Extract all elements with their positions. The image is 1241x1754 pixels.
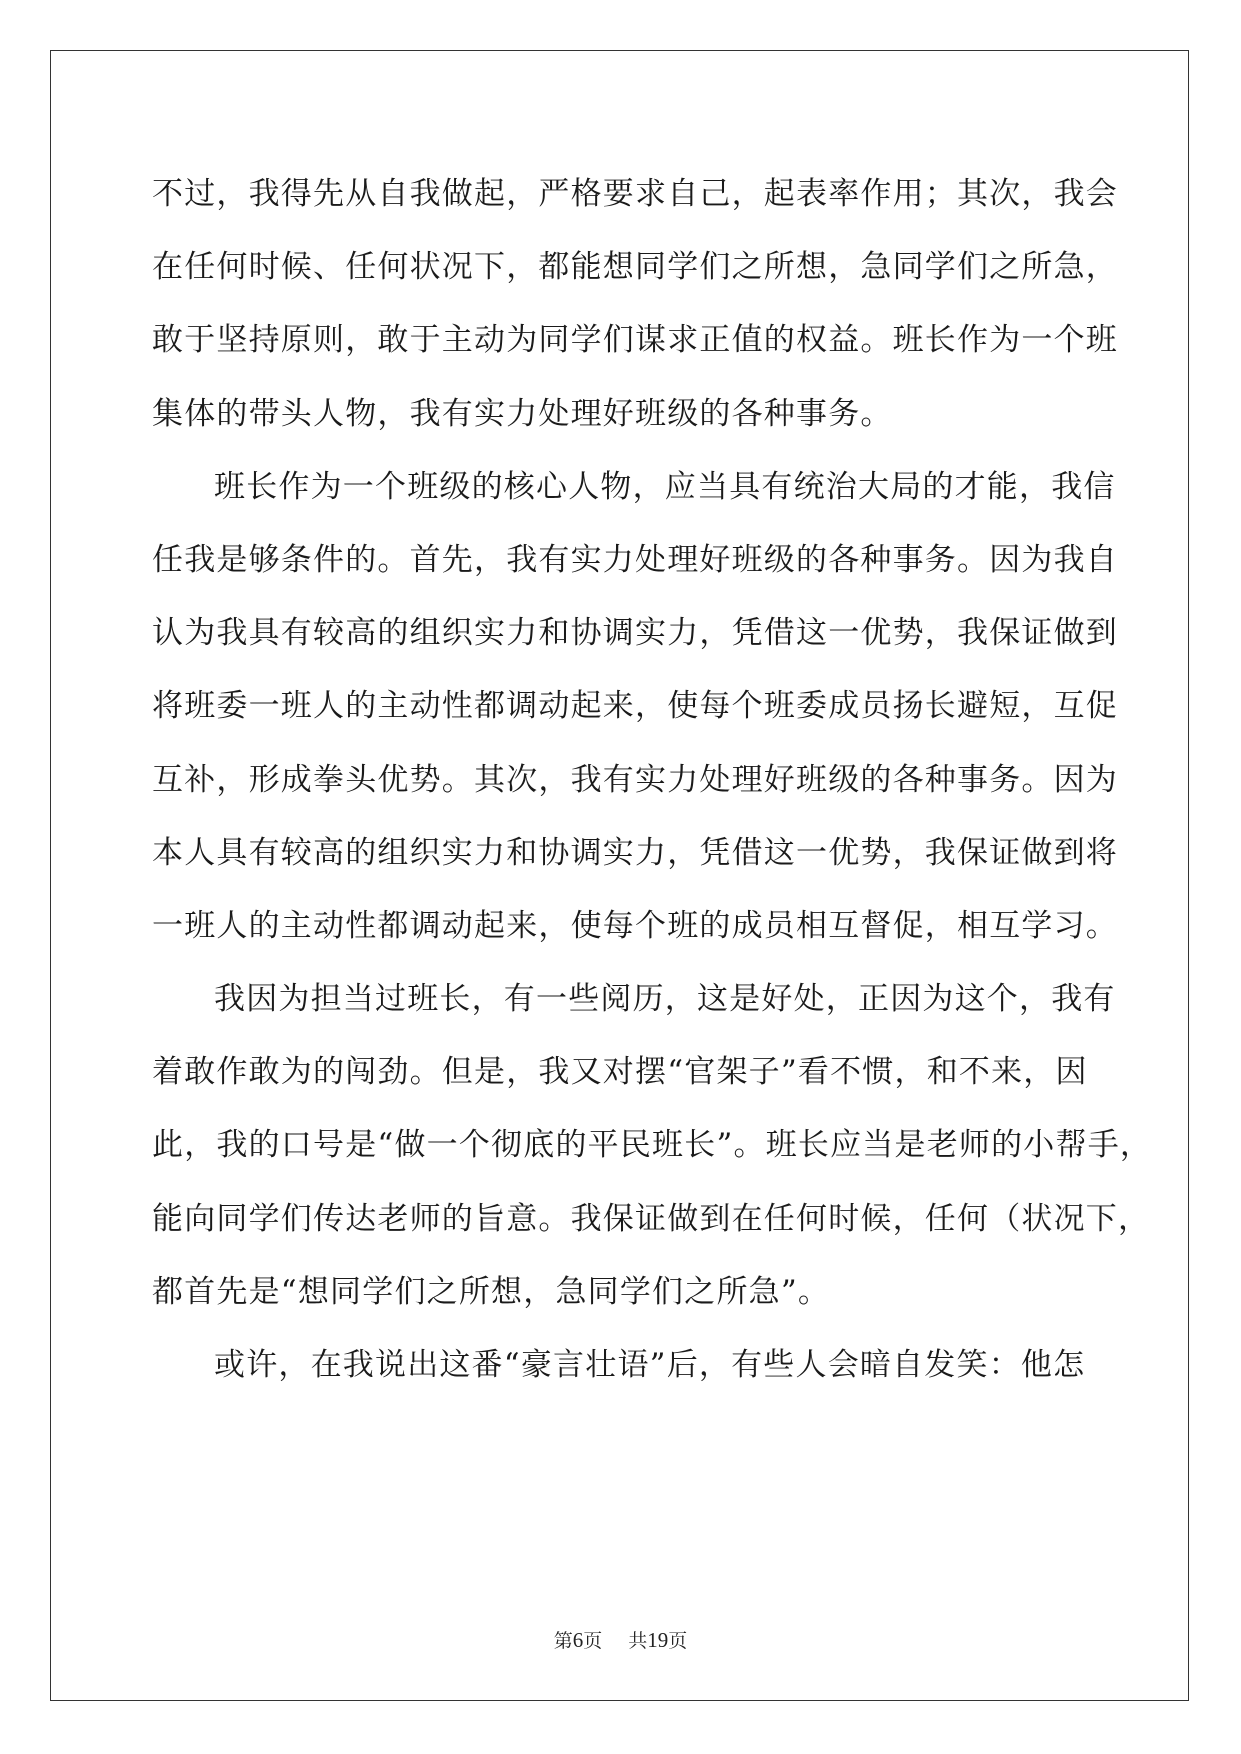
text-line: 一班人的主动性都调动起来，使每个班的成员相互督促，相互学习。 (152, 907, 1118, 944)
text-line: 将班委一班人的主动性都调动起来，使每个班委成员扬长避短，互促 (152, 688, 1118, 725)
text-line: 集体的带头人物，我有实力处理好班级的各种事务。 (152, 395, 893, 432)
text-line: 能向同学们传达老师的旨意。我保证做到在任何时候，任何（状况下， (152, 1200, 1151, 1237)
text-line: 敢于坚持原则，敢于主动为同学们谋求正值的权益。班长作为一个班 (152, 322, 1118, 359)
total-prefix: 共 (628, 1630, 648, 1652)
text-line: 不过，我得先从自我做起，严格要求自己，起表率作用；其次，我会 (152, 176, 1118, 212)
paragraph-first-line: 班长作为一个班级的核心人物，应当具有统治大局的才能，我信 (214, 468, 1116, 505)
paragraph-first-line: 或许，在我说出这番“豪言壮语”后，有些人会暗自发笑：他怎 (214, 1347, 1086, 1383)
total-suffix: 页 (668, 1630, 688, 1652)
text-line: 任我是够条件的。首先，我有实力处理好班级的各种事务。因为我自 (152, 541, 1118, 578)
text-line: 互补，形成拳头优势。其次，我有实力处理好班级的各种事务。因为 (152, 761, 1118, 798)
page-suffix: 页 (583, 1630, 603, 1652)
text-line: 认为我具有较高的组织实力和协调实力，凭借这一优势，我保证做到 (152, 615, 1118, 652)
page-number: 6 (572, 1628, 584, 1652)
text-line: 着敢作敢为的闯劲。但是，我又对摆“官架子”看不惯，和不来，因 (152, 1054, 1088, 1091)
text-line: 都首先是“想同学们之所想，急同学们之所急”。 (152, 1273, 831, 1310)
text-line: 此，我的口号是“做一个彻底的平民班长”。班长应当是老师的小帮手， (152, 1127, 1153, 1164)
total-pages: 19 (647, 1628, 669, 1652)
paragraph-first-line: 我因为担当过班长，有一些阅历，这是好处，正因为这个，我有 (214, 981, 1116, 1018)
document-body (152, 158, 1153, 1402)
page-footer (0, 1626, 1241, 1653)
text-line: 在任何时候、任何状况下，都能想同学们之所想，急同学们之所急， (152, 249, 1118, 286)
text-line: 本人具有较高的组织实力和协调实力，凭借这一优势，我保证做到将 (152, 834, 1118, 871)
page-prefix: 第 (553, 1630, 573, 1652)
